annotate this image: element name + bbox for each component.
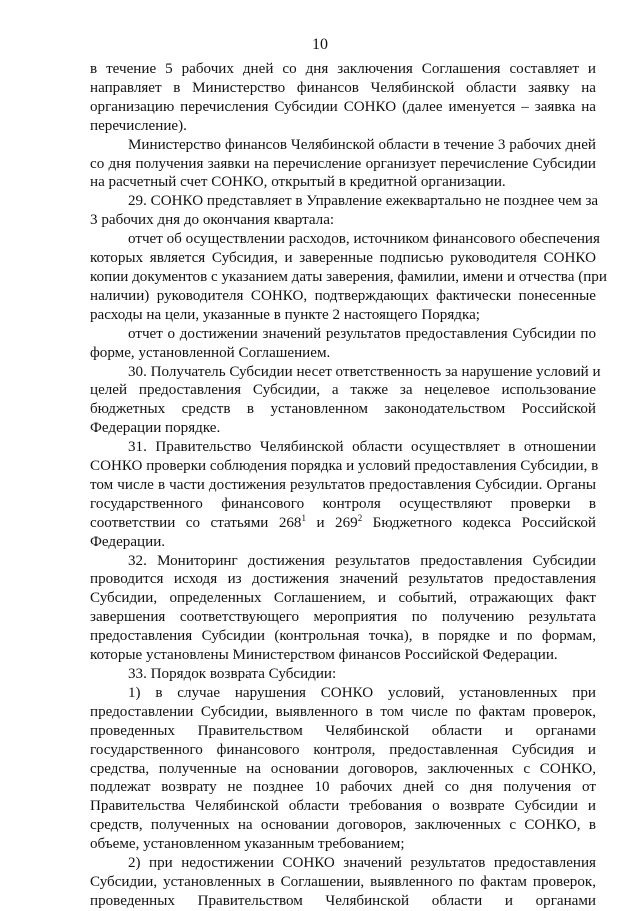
text-line: Министерство финансов Челябинской области в течение 3 рабочих дней [128, 136, 596, 153]
text-line: объеме, установленном указанным требованием; [90, 836, 405, 853]
paragraph [90, 60, 596, 136]
document-body [90, 60, 607, 911]
text-line [90, 514, 596, 533]
text-line: расходы на цели, указанные в пункте 2 настоящего Порядка; [90, 306, 480, 323]
text-line: отчет об осуществлении расходов, источником финансового обеспечения [128, 231, 600, 248]
text-line: 3 рабочих дня до окончания квартала: [90, 212, 335, 229]
text-line: которых является Субсидия, и заверенные подписью руководителя СОНКО [90, 250, 596, 267]
text-line: том числе в части достижения результатов предоставления Субсидии. Органы [90, 476, 596, 493]
text-line: предоставления Субсидии (контрольная точка), в порядке и по формам, [90, 628, 596, 645]
text-fragment: Бюджетного кодекса Российской [362, 514, 597, 531]
paragraph [90, 665, 596, 684]
text-line: копии документов с указанием даты заверения, фамилии, имени и отчества (при [90, 268, 607, 285]
text-line: проведенных Правительством Челябинской области и органами [90, 722, 596, 739]
paragraph [90, 684, 596, 854]
text-line: 1) в случае нарушения СОНКО условий, установленных при [128, 684, 596, 701]
text-line: средств, полученных на основании договоров, заключенных с СОНКО, в [90, 817, 596, 834]
text-line: Субсидии, определенных Соглашением, и событий, отражающих факт [90, 590, 596, 607]
text-line: Правительства Челябинской области требования о возврате Субсидии и [90, 798, 596, 815]
text-line: организацию перечисления Субсидии СОНКО (далее именуется – заявка на [90, 98, 596, 115]
footnote-mark: 2 [357, 512, 363, 523]
text-line: Федерации. [90, 533, 166, 550]
text-line: государственного финансового контроля, предоставленная Субсидия и [90, 741, 596, 758]
text-line: форме, установленной Соглашением. [90, 344, 331, 361]
text-line: СОНКО проверки соблюдения порядка и условий предоставления Субсидии, в [90, 458, 599, 475]
page-number: 10 [312, 36, 328, 53]
text-line: 2) при недостижении СОНКО значений результатов предоставления [128, 855, 596, 872]
text-fragment: и 269 [305, 514, 358, 531]
text-line: 29. СОНКО представляет в Управление ежеквартально не позднее чем за [128, 193, 599, 210]
text-line: завершения соответствующего мероприятия по получению результата [90, 609, 596, 626]
text-line: подлежат возврату не позднее 10 рабочих дней со дня получения от [90, 779, 596, 796]
paragraph [90, 230, 607, 325]
footnote-mark: 1 [301, 512, 306, 523]
paragraph [90, 136, 596, 193]
text-line: 30. Получатель Субсидии несет ответственность за нарушение условий и [128, 363, 601, 380]
text-fragment: соответствии со статьями 268 [90, 514, 302, 531]
text-line: отчет о достижении значений результатов предоставления Субсидии по [128, 325, 596, 342]
text-line: 32. Мониторинг достижения результатов предоставления Субсидии [128, 552, 596, 569]
text-line: в течение 5 рабочих дней со дня заключения Соглашения составляет и [90, 61, 596, 77]
text-line: Субсидии, установленных в Соглашении, выявленного по фактам проверок, [90, 873, 596, 890]
text-line: проведенных Правительством Челябинской области и органами [90, 892, 596, 909]
text-line: направляет в Министерство финансов Челябинской области заявку на [90, 79, 596, 96]
paragraph [90, 854, 596, 911]
paragraph [90, 438, 599, 551]
text-line: бюджетных средств в установленном законодательством Российской [90, 401, 596, 418]
text-line: перечисление). [90, 117, 187, 134]
text-line: со дня получения заявки на перечисление организует перечисление Субсидии [90, 155, 596, 172]
paragraph [90, 192, 599, 230]
text-line: 31. Правительство Челябинской области осуществляет в отношении [128, 439, 596, 456]
text-line: на расчетный счет СОНКО, открытый в кредитной организации. [90, 174, 506, 191]
paragraph [90, 552, 596, 665]
text-line: предоставлении Субсидии, выявленного в том числе по фактам проверок, [90, 703, 596, 720]
paragraph [90, 325, 596, 363]
text-line: проводится исходя из достижения значений результатов предоставления [90, 571, 596, 588]
text-line: 33. Порядок возврата Субсидии: [128, 666, 337, 682]
text-line: которые установлены Министерством финансов Российской Федерации. [90, 647, 558, 664]
text-line: средства, полученные на основании договоров, заключенных с СОНКО, [90, 760, 596, 777]
text-line: целей предоставления Субсидии, а также за нецелевое использование [90, 382, 596, 399]
text-line: Федерации порядке. [90, 420, 221, 437]
text-line: наличии) руководителя СОНКО, подтверждающих фактически понесенные [90, 287, 596, 304]
paragraph [90, 363, 601, 439]
text-line: государственного финансового контроля осуществляют проверки в [90, 495, 596, 512]
